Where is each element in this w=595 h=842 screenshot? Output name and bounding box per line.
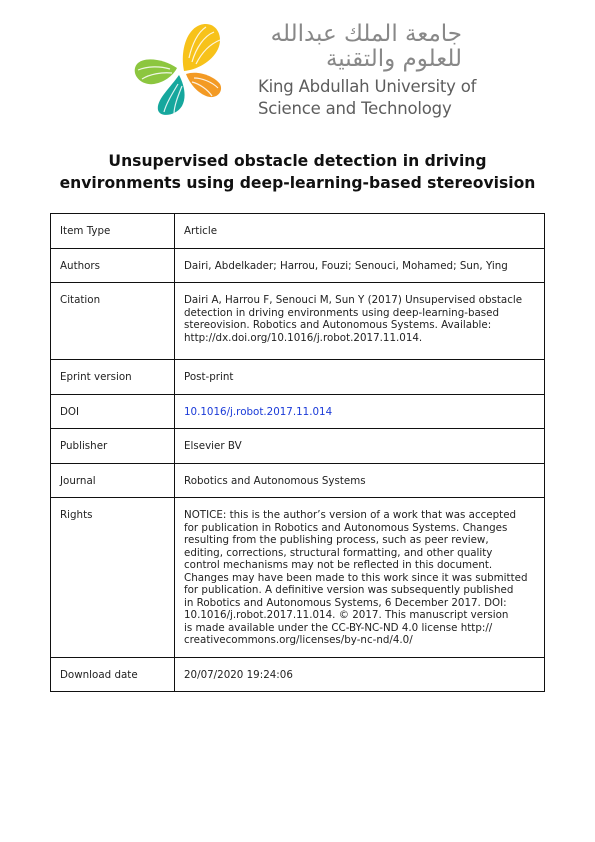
row-authors — [51, 248, 545, 283]
publisher-label: Publisher — [51, 429, 175, 464]
citation-line: detection in driving environments using deep-learning-based — [184, 306, 500, 319]
journal-label: Journal — [51, 463, 175, 498]
journal-value: Robotics and Autonomous Systems — [175, 463, 545, 498]
rights-line: creativecommons.org/licenses/by-nc-nd/4.0/ — [184, 634, 413, 646]
university-name-english — [258, 76, 476, 120]
logo-petal-green — [135, 59, 177, 84]
rights-line: is made available under the CC-BY-NC-ND 4.0 license http:// — [184, 621, 493, 634]
doi-cell — [175, 394, 545, 429]
citation-value — [175, 283, 545, 360]
kaust-logo-icon — [132, 22, 226, 116]
row-citation — [51, 283, 545, 360]
citation-line: Dairi A, Harrou F, Senouci M, Sun Y (2017) Unsupervised obstacle — [184, 294, 523, 306]
eprint-label: Eprint version — [51, 360, 175, 395]
rights-line: Changes may have been made to this work since it was submitted — [184, 571, 528, 584]
rights-line: control mechanisms may not be reflected in this document. — [184, 559, 493, 571]
rights-line: editing, corrections, structural formatting, and other quality — [184, 546, 493, 559]
row-download-date — [51, 657, 545, 692]
citation-line: http://dx.doi.org/10.1016/j.robot.2017.11.014. — [184, 331, 423, 344]
item-type-value: Article — [175, 214, 545, 249]
title-line-2: environments using deep-learning-based stereovision — [59, 174, 536, 192]
doi-label: DOI — [51, 394, 175, 429]
citation-label: Citation — [51, 283, 175, 360]
rights-label: Rights — [51, 498, 175, 658]
authors-label: Authors — [51, 248, 175, 283]
title-line-1: Unsupervised obstacle detection in driving — [108, 152, 487, 170]
row-rights — [51, 498, 545, 658]
row-publisher — [51, 429, 545, 464]
item-type-label: Item Type — [51, 214, 175, 249]
rights-line: NOTICE: this is the author’s version of a work that was accepted — [184, 509, 517, 521]
publisher-value: Elsevier BV — [175, 429, 545, 464]
eprint-value: Post-print — [175, 360, 545, 395]
row-doi — [51, 394, 545, 429]
row-item-type — [51, 214, 545, 249]
download-date-value: 20/07/2020 19:24:06 — [175, 657, 545, 692]
rights-line: for publication. A definitive version was subsequently published — [184, 584, 514, 596]
rights-line: resulting from the publishing process, such as peer review, — [184, 534, 489, 546]
citation-line: stereovision. Robotics and Autonomous Systems. Available: — [184, 319, 492, 331]
authors-value: Dairi, Abdelkader; Harrou, Fouzi; Senouci, Mohamed; Sun, Ying — [175, 248, 545, 283]
arabic-line-2: للعلوم والتقنية — [325, 46, 462, 72]
rights-line: for publication in Robotics and Autonomous Systems. Changes — [184, 521, 508, 534]
english-line-2: Science and Technology — [258, 99, 452, 118]
download-date-label: Download date — [51, 657, 175, 692]
logo-petal-orange — [186, 73, 221, 97]
university-name-arabic — [258, 22, 462, 72]
row-eprint — [51, 360, 545, 395]
row-journal — [51, 463, 545, 498]
rights-line: 10.1016/j.robot.2017.11.014. © 2017. This manuscript version — [184, 609, 509, 621]
document-title — [40, 150, 555, 194]
english-line-1: King Abdullah University of — [258, 77, 477, 96]
doi-link[interactable]: 10.1016/j.robot.2017.11.014 — [184, 405, 333, 418]
metadata-table — [50, 213, 545, 692]
rights-line: in Robotics and Autonomous Systems, 6 December 2017. DOI: — [184, 596, 507, 609]
rights-value — [175, 498, 545, 658]
arabic-line-1: جامعة الملك عبدالله — [270, 21, 462, 47]
